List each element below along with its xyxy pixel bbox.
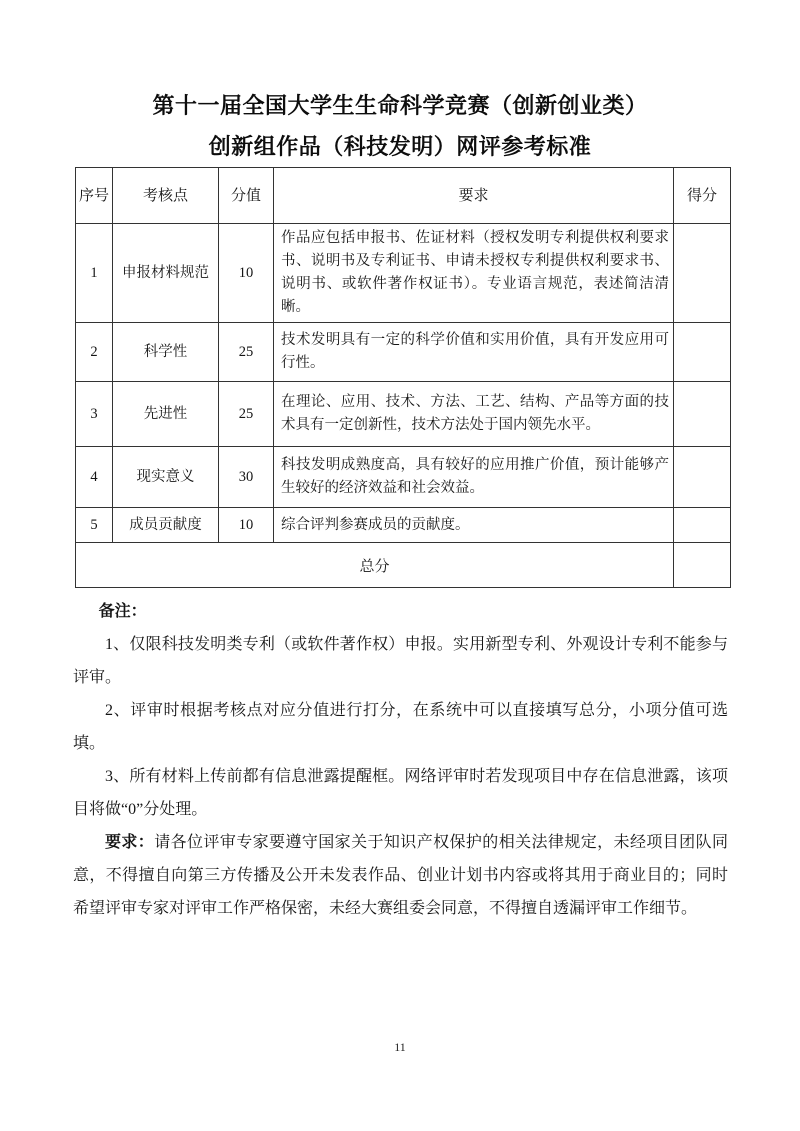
cell-point: 现实意义	[113, 447, 219, 508]
cell-result-empty	[674, 224, 731, 323]
table-row	[76, 447, 731, 508]
cell-index: 4	[76, 447, 113, 508]
cell-index: 3	[76, 382, 113, 447]
column-header-point: 考核点	[113, 168, 219, 224]
cell-score: 10	[219, 224, 274, 323]
total-score-value-cell	[674, 543, 731, 588]
cell-result-empty	[674, 323, 731, 382]
total-score-label-cell: 总分	[76, 543, 674, 588]
cell-point: 先进性	[113, 382, 219, 447]
cell-requirement: 作品应包括申报书、佐证材料（授权发明专利提供权利要求书、说明书及专利证书、申请未授权专利提供权利要求书、说明书、或软件著作权证书）。专业语言规范，表述简洁清晰。	[274, 224, 674, 323]
document-title-block	[0, 0, 800, 161]
table-row	[76, 224, 731, 323]
requirement-text: 请各位评审专家要遵守国家关于知识产权保护的相关法律规定，未经项目团队同意，不得擅自向第三方传播及公开未发表作品、创业计划书内容或将其用于商业目的；同时希望评审专家对评审工作严格保密，未经大赛组委会同意，不得擅自透漏评审工作细节。	[73, 834, 728, 917]
column-header-requirement: 要求	[274, 168, 674, 224]
table-header-row	[76, 168, 731, 224]
cell-result-empty	[674, 447, 731, 508]
cell-point: 申报材料规范	[113, 224, 219, 323]
cell-requirement: 技术发明具有一定的科学价值和实用价值，具有开发应用可行性。	[274, 323, 674, 382]
cell-index: 5	[76, 508, 113, 543]
evaluation-criteria-table	[75, 167, 731, 588]
cell-index: 1	[76, 224, 113, 323]
note-item-3: 3、所有材料上传前都有信息泄露提醒框。网络评审时若发现项目中存在信息泄露，该项目将做“0”分处理。	[73, 768, 728, 818]
reviewer-requirement-paragraph	[73, 826, 728, 925]
page-number: 11	[394, 1040, 406, 1054]
table-row	[76, 382, 731, 447]
column-header-score: 分值	[219, 168, 274, 224]
cell-score: 25	[219, 382, 274, 447]
cell-requirement: 科技发明成熟度高，具有较好的应用推广价值，预计能够产生较好的经济效益和社会效益。	[274, 447, 674, 508]
notes-heading: 备注：	[98, 603, 147, 620]
requirement-label: 要求：	[105, 834, 155, 851]
cell-score: 10	[219, 508, 274, 543]
cell-requirement: 在理论、应用、技术、方法、工艺、结构、产品等方面的技术具有一定创新性，技术方法处于国内领先水平。	[274, 382, 674, 447]
notes-section	[73, 595, 728, 925]
cell-result-empty	[674, 382, 731, 447]
cell-point: 成员贡献度	[113, 508, 219, 543]
cell-point: 科学性	[113, 323, 219, 382]
column-header-result: 得分	[674, 168, 731, 224]
cell-result-empty	[674, 508, 731, 543]
cell-requirement: 综合评判参赛成员的贡献度。	[274, 508, 674, 543]
cell-score: 30	[219, 447, 274, 508]
note-item-2: 2、评审时根据考核点对应分值进行打分，在系统中可以直接填写总分，小项分值可选填。	[73, 702, 728, 752]
table-row	[76, 323, 731, 382]
table-total-row	[76, 543, 731, 588]
table-row	[76, 508, 731, 543]
column-header-index: 序号	[76, 168, 113, 224]
cell-score: 25	[219, 323, 274, 382]
note-item-1: 1、仅限科技发明类专利（或软件著作权）申报。实用新型专利、外观设计专利不能参与评审。	[73, 636, 728, 686]
cell-index: 2	[76, 323, 113, 382]
document-title-line1: 第十一届全国大学生生命科学竞赛（创新创业类）	[152, 93, 648, 118]
document-title-line2: 创新组作品（科技发明）网评参考标准	[208, 134, 592, 159]
